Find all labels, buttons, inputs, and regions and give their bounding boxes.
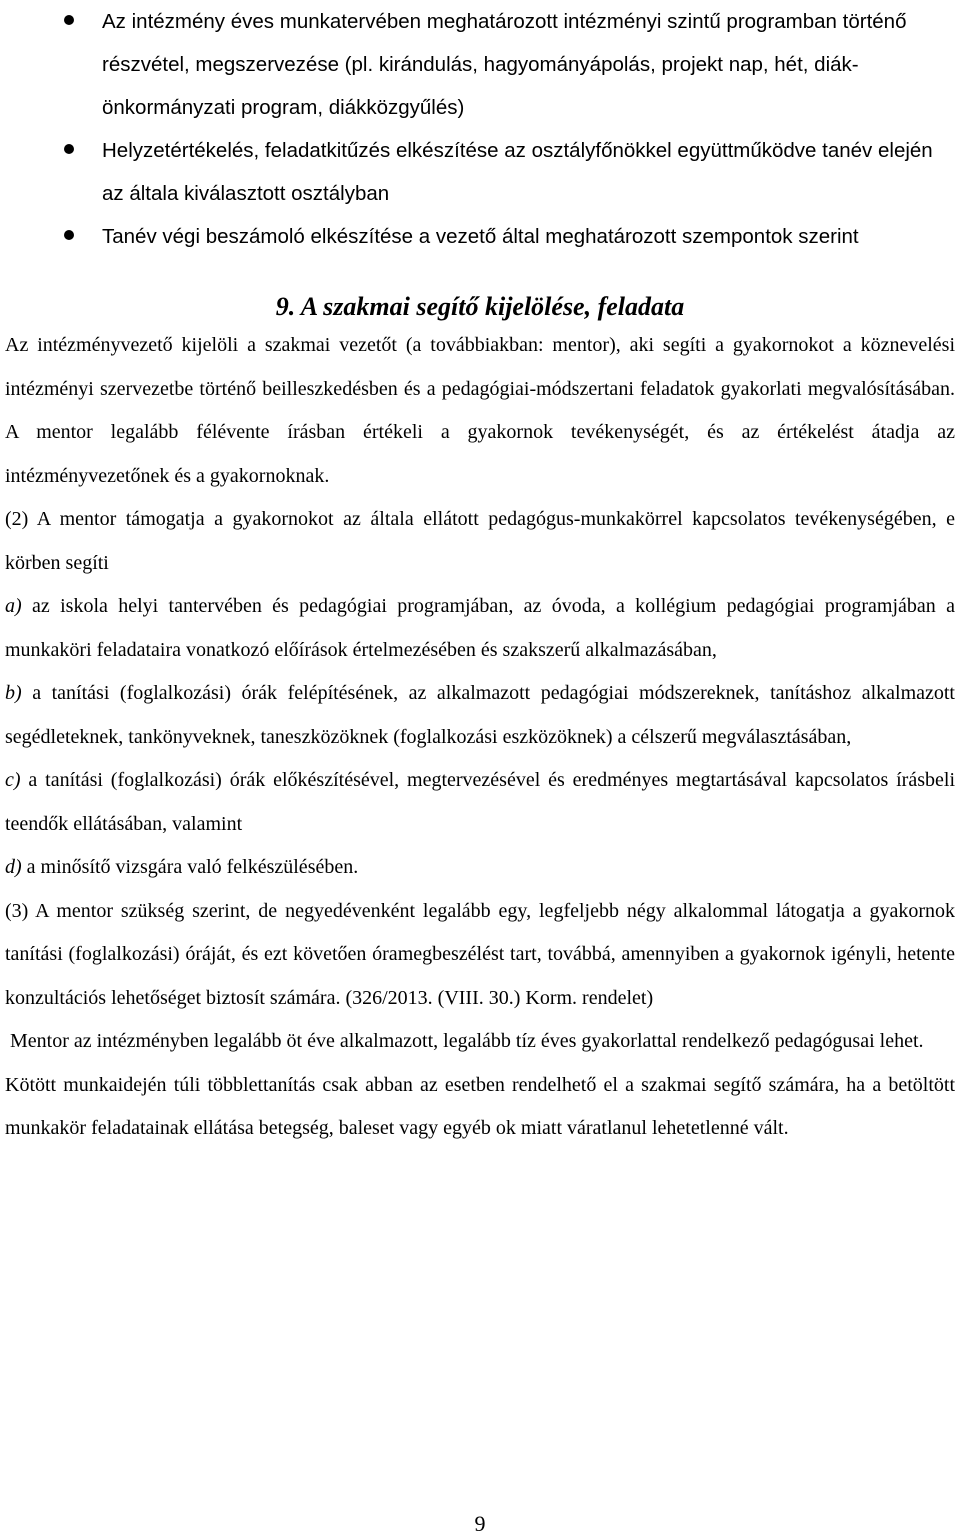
item-marker: b) [5, 682, 22, 704]
item-text: a tanítási (foglalkozási) órák előkészítésével, megtervezésével és eredményes megtartásával kapcsolatos írásbeli teendők ellátásában, valamint [5, 769, 955, 835]
item-marker: d) [5, 856, 22, 878]
bullet-text: Helyzetértékelés, feladatkitűzés elkészítése az osztályfőnökkel együttműködve tanév elején az általa kiválasztott osztályban [102, 139, 933, 205]
bullet-text: Tanév végi beszámoló elkészítése a vezető által meghatározott szempontok szerint [102, 225, 859, 248]
bullet-icon [64, 15, 74, 25]
page-number: 9 [474, 1511, 486, 1536]
list-item-d [5, 846, 955, 890]
bullet-icon [64, 230, 74, 240]
paragraph-mentor-assignment: Az intézményvezető kijelöli a szakmai vezetőt (a továbbiakban: mentor), aki segíti a gyakornokot a köznevelési intézményi szervezetbe történő beilleszkedésben és a pedagógiai-módszertani feladatok gyakorlati megvalósításában. A mentor legalább félévente írásban értékeli a gyakornok tevékenységét, és az értékelést átadja az intézményvezetőnek és a gyakornoknak. [5, 334, 955, 487]
item-text: a minősítő vizsgára való felkészülésében. [21, 856, 359, 878]
bullet-icon [64, 144, 74, 154]
item-text: a tanítási (foglalkozási) órák felépítésének, az alkalmazott pedagógiai módszereknek, tanításhoz alkalmazott segédleteknek, tankönyveknek, taneszközöknek (foglalkozási eszközöknek) a célszerű megválasztásában, [5, 682, 955, 748]
bullet-item [0, 0, 960, 129]
item-marker: a) [5, 595, 22, 617]
item-text: az iskola helyi tantervében és pedagógiai programjában, az óvoda, a kollégium pedagógiai programjában a munkaköri feladataira vonatkozó előírások értelmezésében és szakszerű alkalmazásában, [5, 595, 955, 661]
bullet-list [0, 0, 960, 258]
paragraph-extra-teaching: Kötött munkaidején túli többlettanítás csak abban az esetben rendelhető el a szakmai segítő számára, ha a betöltött munkakör feladatainak ellátása betegség, baleset vagy egyéb ok miatt váratlanul lehetetlenné vált. [5, 1073, 955, 1139]
bullet-text: Az intézmény éves munkatervében meghatározott intézményi szintű programban történő részvétel, megszervezése (pl. kirándulás, hagyományápolás, projekt nap, hét, diák-önkormányzati program, diákközgyűlés) [102, 10, 907, 119]
section-heading: 9. A szakmai segítő kijelölése, feladata [275, 292, 685, 321]
paragraph-mentor-eligibility: Mentor az intézményben legalább öt éve alkalmazott, legalább tíz éves gyakorlattal rendelkező pedagógusai lehet. [10, 1030, 924, 1052]
list-item-a [5, 585, 955, 672]
paragraph-mentor-visits: (3) A mentor szükség szerint, de negyedévenként legalább egy, legfeljebb négy alkalommal látogatja a gyakornok tanítási (foglalkozási) óráját, és ezt követően óramegbeszélést tart, továbbá, amennyiben a gyakornok igényli, hetente konzultációs lehetőséget biztosít számára. (326/2013. (VIII. 30.) Korm. rendelet) [5, 899, 955, 1009]
bullet-item [0, 215, 960, 258]
list-item-c [5, 759, 955, 846]
body-text [5, 324, 955, 1151]
bullet-item [0, 129, 960, 215]
list-item-b [5, 672, 955, 759]
item-marker: c) [5, 769, 21, 791]
paragraph-mentor-support: (2) A mentor támogatja a gyakornokot az általa ellátott pedagógus-munkakörrel kapcsolatos tevékenységében, e körben segíti [5, 508, 955, 574]
